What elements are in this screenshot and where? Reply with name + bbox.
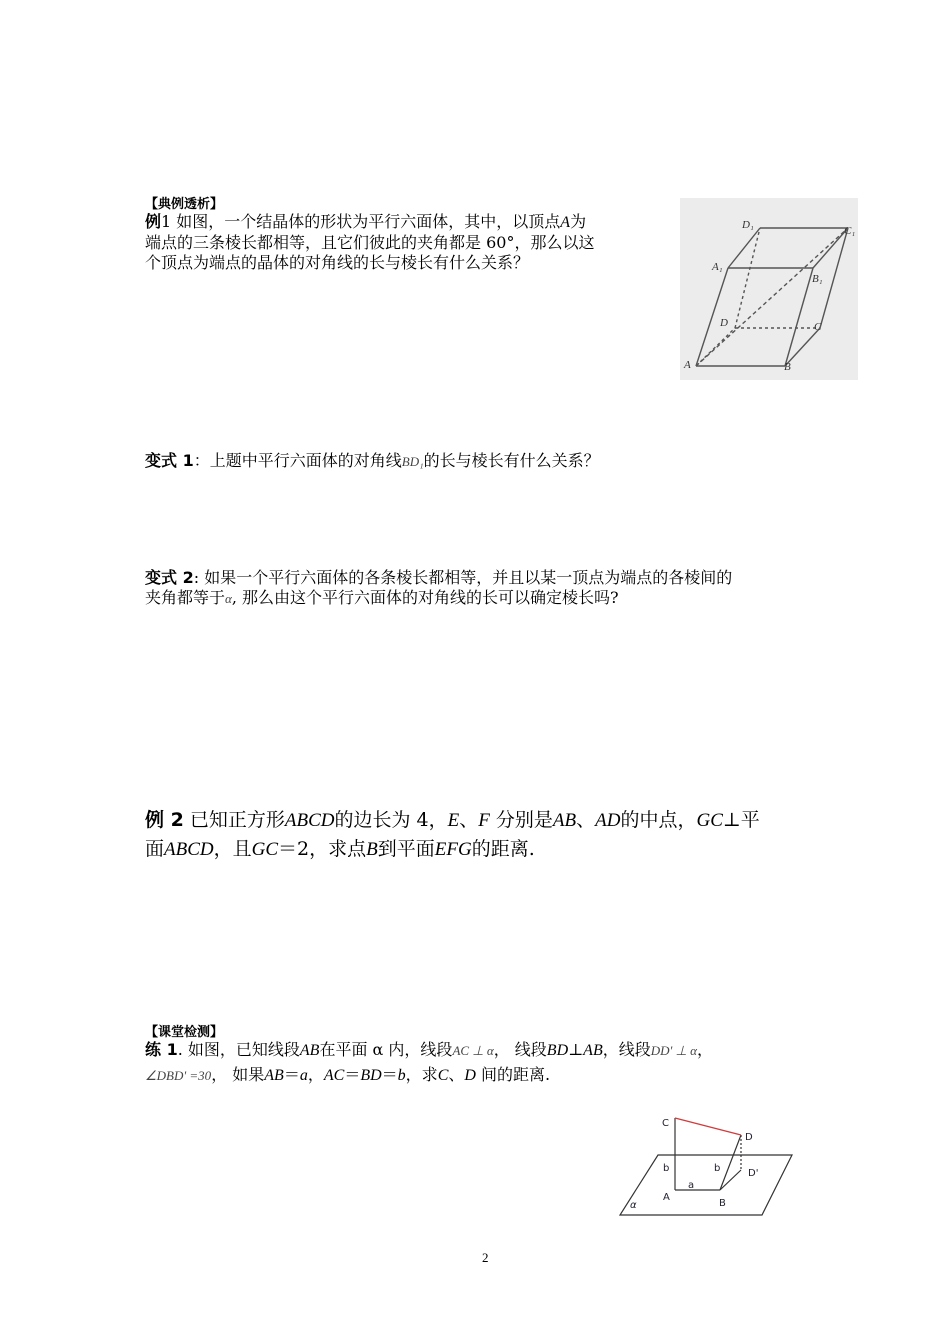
label-c: C	[662, 1118, 669, 1129]
example-1-text	[145, 212, 675, 273]
label-b-1: b	[663, 1163, 670, 1174]
variant-2-label: 变式 2	[145, 568, 194, 587]
parallelepiped-figure	[680, 198, 858, 380]
example-2-line-1: 例 2 已知正方形ABCD的边长为 4，E、F 分别是AB、AD的中点，GC⊥平	[145, 809, 760, 831]
label-d-prime: D'	[748, 1168, 759, 1179]
label-a1: A₁	[712, 261, 723, 273]
label-alpha: α	[630, 1200, 637, 1211]
example-1-line-1: 例1 如图，一个结晶体的形状为平行六面体，其中，以顶点A为	[145, 212, 587, 231]
label-d: D	[745, 1132, 753, 1143]
page-number: 2	[482, 1250, 489, 1265]
label-b1: B₁	[812, 273, 823, 285]
label-a-lower: a	[688, 1180, 695, 1191]
variant-2-text	[145, 568, 845, 609]
parallelepiped-diagram	[680, 198, 858, 380]
variant-1-label: 变式 1	[145, 451, 194, 470]
exercise-1-label: 练 1	[145, 1040, 178, 1059]
label-c: C	[814, 321, 822, 333]
variant-2-line-2: 夹角都等于α, 那么由这个平行六面体的对角线的长可以确定棱长吗?	[145, 588, 619, 607]
label-d: D	[720, 317, 728, 329]
section-heading-examples: 【典例透析】	[145, 197, 224, 212]
plane-segments-diagram	[612, 1108, 802, 1220]
exercise-1-line-2: ∠DBD' =30， 如果AB＝a，AC＝BD＝b，求C、D 间的距离.	[145, 1065, 551, 1084]
example-1-label: 例	[145, 212, 162, 231]
label-c1: C₁	[844, 225, 856, 237]
segment-cd	[675, 1118, 741, 1135]
label-a: A	[684, 359, 691, 371]
example-2-label: 例 2	[145, 809, 184, 831]
section-heading-classroom-check: 【课堂检测】	[145, 1025, 224, 1040]
vertex-a: A	[560, 214, 571, 231]
exercise-1-text	[145, 1040, 845, 1086]
plane-segments-figure	[612, 1108, 802, 1220]
segment-bd	[720, 1135, 741, 1190]
diagonal-bd1: BD₁	[401, 454, 424, 469]
label-b-2: b	[714, 1163, 721, 1174]
example-1-line-3: 个顶点为端点的晶体的对角线的长与棱长有什么关系？	[145, 253, 530, 272]
angle-alpha: α	[225, 591, 232, 606]
exercise-1-line-1: 练 1. 如图，已知线段AB在平面 α 内，线段AC ⊥ α， 线段BD⊥AB，线段DD' ⊥ α，	[145, 1040, 713, 1059]
variant-2-line-1: 变式 2: 如果一个平行六面体的各条棱长都相等，并且以某一顶点为端点的各棱间的	[145, 568, 733, 587]
label-a: A	[663, 1192, 670, 1203]
plane-alpha	[620, 1155, 792, 1215]
segment-bd-prime	[720, 1170, 741, 1190]
example-2-text	[145, 806, 845, 864]
edge-a1d1	[728, 228, 760, 268]
label-b: B	[719, 1198, 726, 1209]
label-b: B	[784, 361, 791, 373]
example-2-line-2: 面ABCD，且GC＝2，求点B到平面EFG的距离.	[145, 838, 535, 860]
variant-1-text: 变式 1：上题中平行六面体的对角线BD₁的长与棱长有什么关系？	[145, 451, 600, 470]
label-d1: D₁	[742, 219, 754, 231]
example-1-line-2: 端点的三条棱长都相等，且它们彼此的夹角都是 60°，那么以这	[145, 233, 595, 252]
